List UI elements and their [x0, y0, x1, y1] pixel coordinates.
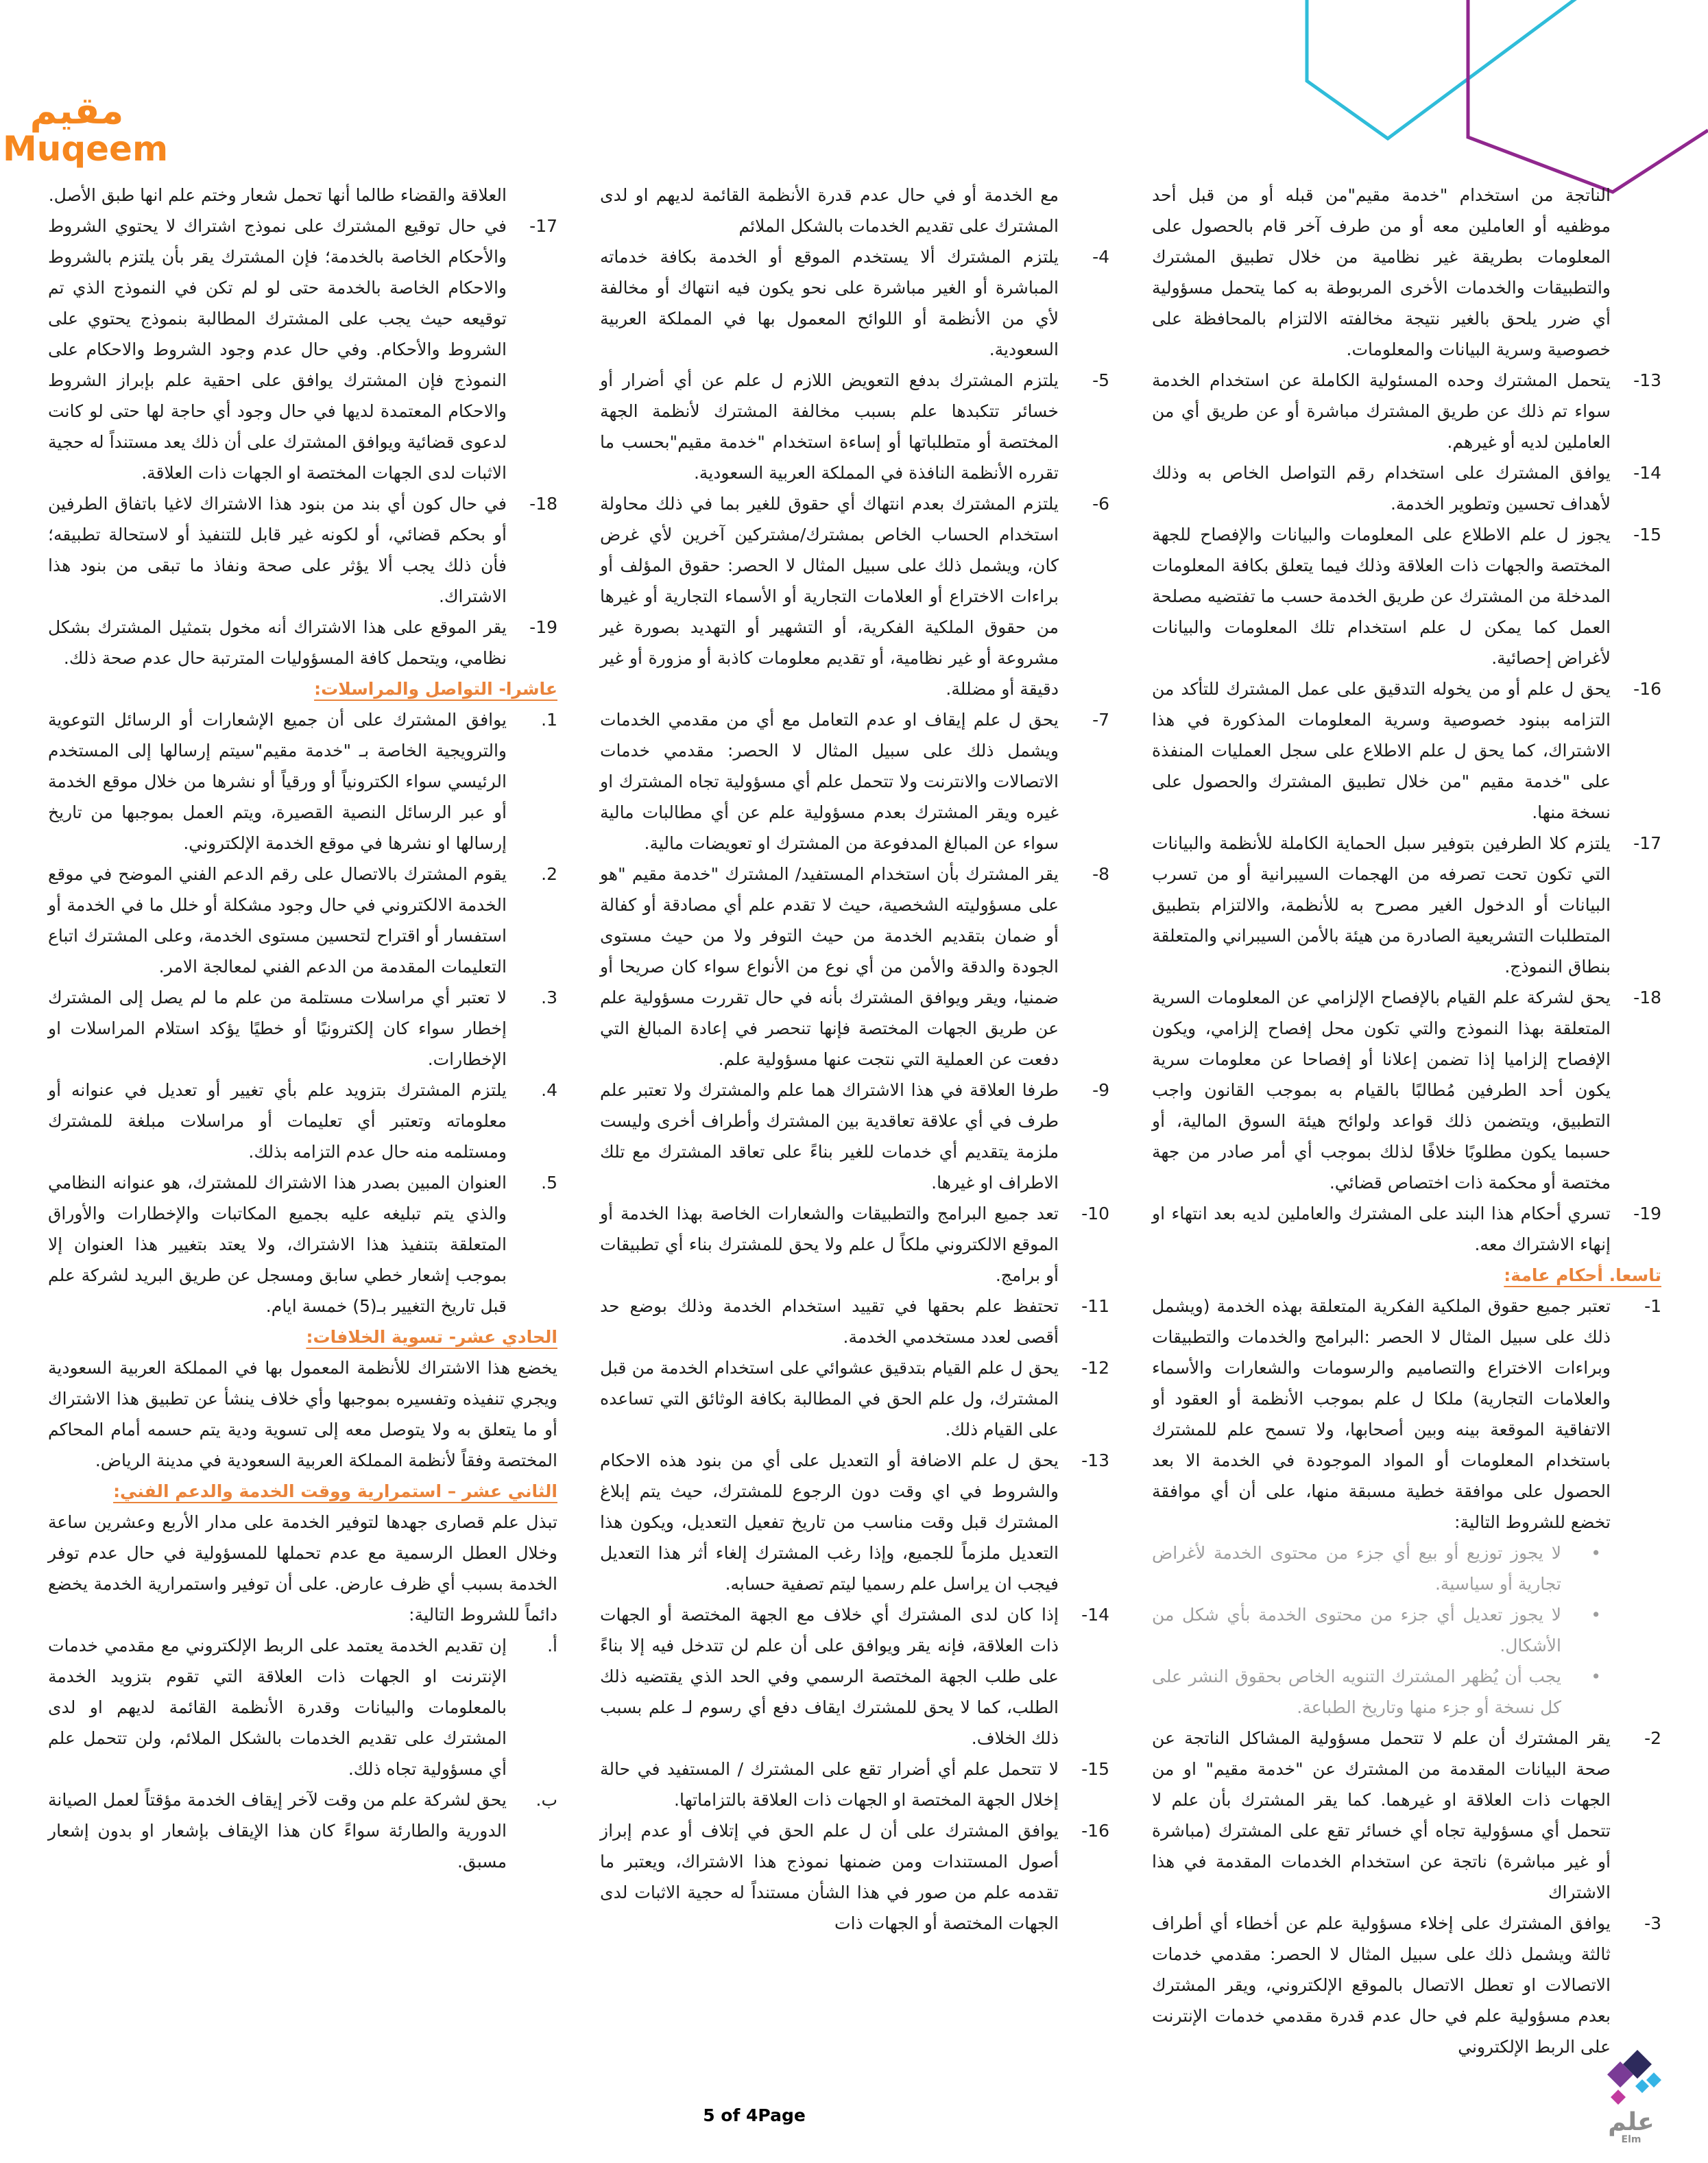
numbered-clause	[600, 1198, 1109, 1291]
clause-text: يلتزم المشترك بدفع التعويض اللازم ل علم عن أي أضرار أو خسائر تتكبدها علم بسبب مخالفة المشترك لأنظمة الجهة المختصة أو متطلباتها أو إساءة استخدام "خدمة مقيم"بحسب ما تقرره الأنظمة النافذة في المملكة العربية السعودية.	[600, 370, 1059, 483]
clause-marker: 14-	[1633, 463, 1661, 483]
clause-text: الثاني عشر – استمرارية ووقت الخدمة والدعم الفني:	[113, 1481, 557, 1501]
clause-text: عاشرا- التواصل والمراسلات:	[314, 679, 557, 699]
clause-text: إذا كان لدى المشترك أي خلاف مع الجهة المختصة أو الجهات ذات العلاقة، فإنه يقر ويوافق على أن علم لن تتدخل فيه إلا بناءً على طلب الجهة المختصة الرسمي وفي الحد الذي يقتضيه ذلك الطلب، كما لا يحق للمشترك ايقاف دفع أي رسوم لـ علم بسبب ذلك الخلاف.	[600, 1605, 1059, 1748]
clause-marker: 7-	[1092, 710, 1109, 730]
clause-marker: أ.	[547, 1636, 557, 1656]
clause-marker: 4.	[541, 1080, 557, 1100]
clause-marker: 6-	[1092, 494, 1109, 514]
paragraph	[1152, 180, 1661, 365]
clause-marker: 4-	[1092, 247, 1109, 267]
clause-marker: 1.	[541, 710, 557, 730]
numbered-clause	[1152, 982, 1661, 1198]
clause-text: إن تقديم الخدمة يعتمد على الربط الإلكتروني مع مقدمي خدمات الإنترنت او الجهات ذات العلاقة التي تقوم بتزويد الخدمة بالمعلومات والبيانات وقدرة الأنظمة القائمة لديهم او لدى المشترك على تقديم الخدمات بالشكل الملائم، ولن تتحمل علم أي مسؤولية تجاه ذلك.	[48, 1636, 507, 1779]
clause-text: يحق ل علم الاضافة أو التعديل على أي من بنود هذه الاحكام والشروط في اي وقت دون الرجوع للمشترك، حيث يتم إبلاغ المشترك قبل وقت مناسب من تاريخ تفعيل التعديل، ويكون هذا التعديل ملزماً للجميع، وإذا رغب المشترك إلغاء أثر هذا التعديل فيجب ان يراسل علم رسميا ليتم تصفية حسابه.	[600, 1450, 1059, 1594]
clause-text: تاسعا. أحكام عامة:	[1504, 1265, 1661, 1285]
clause-text: يقر المشترك أن علم لا تتحمل مسؤولية المشاكل الناتجة عن صحة البيانات المقدمة من المشترك عن "خدمة مقيم" او من الجهات ذات العلاقة او غيرهما. كما يقر المشترك بأن علم لا تتحمل أي مسؤولية تجاه أي خسائر تقع على المشترك (مباشرة أو غير مباشرة) ناتجة عن استخدام الخدمات المقدمة في هذا الاشتراك	[1152, 1728, 1611, 1902]
clause-text: لا يجوز توزيع أو بيع أي جزء من محتوى الخدمة لأغراض تجارية أو سياسية.	[1152, 1543, 1561, 1594]
numbered-clause	[1152, 673, 1661, 828]
clause-marker: ب.	[536, 1790, 557, 1810]
numbered-clause	[48, 612, 557, 673]
clause-text: تعد جميع البرامج والتطبيقات والشعارات الخاصة بهذا الخدمة أو الموقع الالكتروني ملكاً ل علم ولا يحق للمشترك بناء أي تطبيقات أو برامج.	[600, 1204, 1059, 1285]
numbered-clause	[48, 982, 557, 1075]
clause-text: تحتفظ علم بحقها في تقييد استخدام الخدمة وذلك بوضع حد أقصى لعدد مستخدمي الخدمة.	[600, 1296, 1059, 1347]
elm-logo-latin: Elm	[1621, 2134, 1641, 2145]
numbered-clause	[48, 1075, 557, 1167]
numbered-clause	[48, 488, 557, 612]
numbered-clause	[1152, 828, 1661, 982]
clause-marker: 14-	[1081, 1605, 1109, 1625]
clause-marker: 3.	[541, 988, 557, 1007]
clause-marker: 11-	[1081, 1296, 1109, 1316]
clause-text: يتحمل المشترك وحده المسئولية الكاملة عن استخدام الخدمة سواء تم ذلك عن طريق المشترك مباشرة أو عن طريق أي من العاملين لديه أو غيرهم.	[1152, 370, 1611, 452]
clause-text: مع الخدمة أو في حال عدم قدرة الأنظمة القائمة لديهم او لدى المشترك على تقديم الخدمات بالشكل الملائم	[600, 185, 1059, 236]
numbered-clause	[600, 1599, 1109, 1754]
numbered-clause	[600, 1352, 1109, 1445]
clause-text: الحادي عشر- تسوية الخلافات:	[306, 1327, 557, 1347]
section-heading	[1152, 1260, 1661, 1291]
clause-text: الناتجة من استخدام "خدمة مقيم"من قبله أو من قبل أحد موظفيه أو العاملين معه أو من طرف آخر قام بالحصول على المعلومات بطريقة غير نظامية من خلال تطبيق المشترك والتطبيقات والخدمات الأخرى المربوطة به كما يتحمل مسؤولية أي ضرر يلحق بالغير نتيجة مخالفته الالتزام بالمحافظة على خصوصية وسرية البيانات والمعلومات.	[1152, 185, 1611, 359]
bullet-item	[1152, 1538, 1661, 1599]
column-1	[1152, 180, 1661, 2062]
clause-text: يحق ل علم القيام بتدقيق عشوائي على استخدام الخدمة من قبل المشترك، ول علم الحق في المطالبة بكافة الوثائق التي تساعده على القيام ذلك.	[600, 1358, 1059, 1439]
clause-text: يخضع هذا الاشتراك للأنظمة المعمول بها في المملكة العربية السعودية ويجري تنفيذه وتفسيره بموجبها وأي خلاف ينشأ عن تطبيق هذا الاشتراك أو ما يتعلق به ولا يتوصل معه إلى تسوية ودية يتم حسمه أمام المحاكم المختصة وفقاً لأنظمة المملكة العربية السعودية في مدينة الرياض.	[48, 1358, 557, 1470]
column-3	[48, 180, 557, 1877]
clause-text: تبذل علم قصارى جهدها لتوفير الخدمة على مدار الأربع وعشرين ساعة وخلال العطل الرسمية مع عدم تحملها للمسؤولية في حال عدم توفر الخدمة بسبب أي ظرف عارض. على أن توفير واستمرارية الخدمة يخضع دائماً للشروط التالية:	[48, 1512, 557, 1625]
clause-marker: 19-	[529, 617, 557, 637]
clause-text: طرفا العلاقة في هذا الاشتراك هما علم والمشترك ولا تعتبر علم طرف في أي علاقة تعاقدية بين المشترك وأطراف أخرى وليست ملزمة يتقديم أي خدمات للغير بناءً على تعاقد المشترك مع تلك الاطراف او غيرها.	[600, 1080, 1059, 1193]
section-heading	[48, 673, 557, 704]
clause-marker: 13-	[1633, 370, 1661, 390]
hexagon-cyan-outline	[1307, 0, 1602, 139]
numbered-clause	[48, 211, 557, 488]
numbered-clause	[48, 859, 557, 982]
bullet-item	[1152, 1599, 1661, 1661]
clause-text: تسري أحكام هذا البند على المشترك والعاملين لديه بعد انتهاء او إنهاء الاشتراك معه.	[1152, 1204, 1611, 1254]
clause-text: العنوان المبين بصدر هذا الاشتراك للمشترك، هو عنوانه النظامي والذي يتم تبليغه عليه بجميع المكاتبات والإخطارات والأوراق المتعلقة بتنفيذ هذا الاشتراك، ولا يعتد بتغيير هذا العنوان إلا بموجب إشعار خطي سابق ومسجل عن طريق البريد لشركة علم قبل تاريخ التغيير بـ(5) خمسة ايام.	[48, 1173, 507, 1316]
clause-text: يحق ل علم إيقاف او عدم التعامل مع أي من مقدمي الخدمات ويشمل ذلك على سبيل المثال لا الحصر: مقدمي خدمات الاتصالات والانترنت ولا تتحمل علم أي مسؤولية تجاه المشترك او غيره ويقر المشترك بعدم مسؤولية علم عن أي مطالبات مالية سواء عن المبالغ المدفوعة من المشترك او تعويضات مالية.	[600, 710, 1059, 853]
section-heading	[48, 1476, 557, 1507]
clause-text: يقر الموقع على هذا الاشتراك أنه مخول بتمثيل المشترك بشكل نظامي، ويتحمل كافة المسؤوليات المترتبة حال عدم صحة ذلك.	[48, 617, 507, 668]
numbered-clause	[48, 1167, 557, 1322]
section-heading	[48, 1322, 557, 1352]
clause-text: في حال كون أي بند من بنود هذا الاشتراك لاغيا باتفاق الطرفين أو بحكم قضائي، أو لكونه غير قابل للتنفيذ أو لاستحالة تطبيقه؛ فأن ذلك يجب ألا يؤثر على صحة ونفاذ ما تبقى من بنود هذا الاشتراك.	[48, 494, 507, 606]
clause-text: لا يجوز تعديل أي جزء من محتوى الخدمة بأي شكل من الأشكال.	[1152, 1605, 1561, 1656]
clause-text: لا تتحمل علم أي أضرار تقع على المشترك / المستفيد في حالة إخلال الجهة المختصة او الجهات ذات العلاقة بالتزاماتها.	[600, 1759, 1059, 1810]
clause-text: يجوز ل علم الاطلاع على المعلومات والبيانات والإفصاح للجهة المختصة والجهات ذات العلاقة وذلك فيما يتعلق بكافة المعلومات المدخلة من المشترك عن طريق الخدمة حسب ما تفتضيه مصلحة العمل كما يمكن ل علم استخدام تلك المعلومات والبيانات لأغراض إحصائية.	[1152, 525, 1611, 668]
clause-marker: 12-	[1081, 1358, 1109, 1378]
numbered-clause	[600, 241, 1109, 365]
numbered-clause	[48, 704, 557, 859]
numbered-clause	[1152, 365, 1661, 457]
bullet-item	[1152, 1661, 1661, 1723]
numbered-clause	[600, 1075, 1109, 1198]
clause-text: يقر المشترك بأن استخدام المستفيد/ المشترك "خدمة مقيم "هو على مسؤوليته الشخصية، حيث لا تقدم علم أي مصادقة أو كفالة أو ضمان بتقديم الخدمة من حيث التوفر ولا من حيث مستوى الجودة والدقة والأمن من أي نوع من الأنواع سواء كان صريحا أو ضمنيا، ويقر ويوافق المشترك بأنه في حال تقررت مسؤولية علم عن طريق الجهات المختصة فإنها تنحصر في إعادة المبالغ التي دفعت عن العملية التي نتجت عنها مسؤولية علم.	[600, 864, 1059, 1069]
clause-marker: 9-	[1092, 1080, 1109, 1100]
muqeem-logo-arabic: مقيم	[29, 89, 124, 132]
clause-text: يلتزم المشترك بعدم انتهاك أي حقوق للغير بما في ذلك محاولة استخدام الحساب الخاص بمشترك/مشتركين آخرين لأي غرض كان، ويشمل ذلك على سبيل المثال لا الحصر: حقوق المؤلف أو براءات الاختراع أو العلامات التجارية أو الأسماء التجارية أو غيرها من حقوق الملكية الفكرية، أو التشهير أو التهديد بصورة غير مشروعة أو غير نظامية، أو تقديم معلومات كاذبة أو مزورة أو غير دقيقة أو مضللة.	[600, 494, 1059, 699]
paragraph	[600, 180, 1109, 241]
clause-marker: 1-	[1644, 1296, 1661, 1316]
clause-marker: 19-	[1633, 1204, 1661, 1223]
clause-text: تعتبر جميع حقوق الملكية الفكرية المتعلقة بهذه الخدمة (ويشمل ذلك على سبيل المثال لا الحصر :البرامج والخدمات والتطبيقات وبراءات الاختراع والتصاميم والرسومات والشعارات والأسماء والعلامات التجارية) ملكا ل علم بموجب الأنظمة أو العقود أو الاتفاقية الموقعة بينه وبين أصحابها، ولا تسمح علم للمشترك باستخدام المعلومات أو المواد الموجودة في الخدمة الا بعد الحصول على موافقة خطية مسبقة منها، على أن أي موافقة تخضع للشروط التالية:	[1152, 1296, 1611, 1532]
numbered-clause	[600, 704, 1109, 859]
document-columns	[47, 180, 1661, 2115]
clause-marker: 3-	[1644, 1913, 1661, 1933]
clause-text: لا تعتبر أي مراسلات مستلمة من علم ما لم يصل إلى المشترك إخطار سواء كان إلكترونيًا أو خطيًا يؤكد استلام المراسلات او الإخطارات.	[48, 988, 507, 1069]
clause-marker: 17-	[1633, 833, 1661, 853]
numbered-clause	[600, 1754, 1109, 1815]
clause-text: العلاقة والقضاء طالما أنها تحمل شعار وختم علم انها طبق الأصل.	[48, 185, 507, 205]
clause-text: يوافق المشترك على استخدام رقم التواصل الخاص به وذلك لأهداف تحسين وتطوير الخدمة.	[1152, 463, 1611, 514]
numbered-clause	[1152, 457, 1661, 519]
bullet-marker: •	[1591, 1543, 1601, 1563]
numbered-clause	[1152, 1723, 1661, 1908]
lettered-clause	[48, 1784, 557, 1877]
clause-text: يقوم المشترك بالاتصال على رقم الدعم الفني الموضح في موقع الخدمة الالكتروني في حال وجود مشكلة أو خلل ما في الخدمة أو استفسار أو اقتراح لتحسين مستوى الخدمة، وعلى المشترك اتباع التعليمات المقدمة من الدعم الفني لمعالجة الامر.	[48, 864, 507, 977]
lettered-clause	[48, 1630, 557, 1784]
clause-text: يلتزم المشترك ألا يستخدم الموقع أو الخدمة بكافة خدماته المباشرة أو الغير مباشرة على نحو يكون فيه انتهاك أو مخالفة لأي من الأنظمة أو اللوائح المعمول بها في المملكة العربية السعودية.	[600, 247, 1059, 359]
page-number: 5 of 4Page	[703, 2105, 806, 2125]
numbered-clause	[1152, 519, 1661, 673]
clause-marker: 5-	[1092, 370, 1109, 390]
clause-text: يوافق المشترك على أن جميع الإشعارات أو الرسائل التوعوية والترويجية الخاصة بـ "خدمة مقيم"سيتم إرسالها إلى المستخدم الرئيسي سواء الكترونياً أو ورقياً أو نشرها من خلال موقع الخدمة أو عبر الرسائل النصية القصيرة، ويتم العمل بموجبها من تاريخ إرسالها او نشرها في موقع الخدمة الإلكتروني.	[48, 710, 507, 853]
numbered-clause	[600, 1291, 1109, 1352]
elm-logo-arabic: علم	[1608, 2107, 1655, 2136]
elm-logo	[1590, 2050, 1672, 2145]
numbered-clause	[600, 365, 1109, 488]
numbered-clause	[600, 1445, 1109, 1599]
clause-marker: 18-	[529, 494, 557, 514]
paragraph	[48, 1507, 557, 1630]
paragraph	[48, 180, 557, 211]
numbered-clause	[600, 488, 1109, 704]
elm-logo-mark-icon	[1600, 2050, 1663, 2106]
numbered-clause	[1152, 1908, 1661, 2062]
bullet-marker: •	[1591, 1605, 1601, 1625]
hexagon-purple-outline	[1468, 0, 1708, 192]
clause-marker: 8-	[1092, 864, 1109, 884]
clause-marker: 10-	[1081, 1204, 1109, 1223]
muqeem-logo	[3, 89, 169, 169]
numbered-clause	[1152, 1198, 1661, 1260]
clause-text: يحق لشركة علم القيام بالإفصاح الإلزامي عن المعلومات السرية المتعلقة بهذا النموذج والتي تكون محل إفصاح إلزامي، ويكون الإفصاح إلزاميا إذا تضمن إعلانا أو إفصاحا عن معلومات سرية يكون أحد الطرفين مُطالبًا بالقيام به بموجب القانون واجب التطبيق، ويتضمن ذلك قواعد ولوائح هيئة السوق المالية، أو حسبما يكون مطلوبًا خلافًا لذلك بموجب أي أمر صادر من جهة مختصة أو محكمة ذات اختصاص قضائي.	[1152, 988, 1611, 1193]
clause-text: يوافق المشترك على أن ل علم الحق في إتلاف أو عدم إبراز أصول المستندات ومن ضمنها نموذج هذا الاشتراك، ويعتبر ما تقدمه علم من صور في هذا الشأن مستنداً له حجية الاثبات لدى الجهات المختصة أو الجهات ذات	[600, 1821, 1059, 1933]
clause-text: يلتزم كلا الطرفين بتوفير سبل الحماية الكاملة للأنظمة والبيانات التي تكون تحت تصرفه من الهجمات السيبرانية أو من تسرب البيانات أو الدخول الغير مصرح به للأنظمة، والالتزام بتطبيق المتطلبات التشريعية الصادرة من هيئة بالأمن السيبراني والمتعلقة بنطاق النموذج.	[1152, 833, 1611, 977]
clause-marker: 2-	[1644, 1728, 1661, 1748]
clause-text: في حال توقيع المشترك على نموذج اشتراك لا يحتوي الشروط والأحكام الخاصة بالخدمة؛ فإن المشترك يقر بأن يلتزم بالشروط والاحكام الخاصة بالخدمة حتى لو لم تكن في النموذج الذي تم توقيعه حيث يجب على المشترك المطالبة بنموذج يحتوي على الشروط والأحكام. وفي حال عدم وجود الشروط والاحكام على النموذج فإن المشترك يوافق على احقية علم بإبراز الشروط والاحكام المعتمدة لديها في حال وجود أي حاجة لها حتى لو كانت لدعوى قضائية ويوافق المشترك على أن ذلك يعد مستنداً له حجية الاثبات لدى الجهات المختصة او الجهات ذات العلاقة.	[48, 216, 507, 483]
clause-text: يوافق المشترك على إخلاء مسؤولية علم عن أخطاء أي أطراف ثالثة ويشمل ذلك على سبيل المثال لا الحصر: مقدمي خدمات الاتصالات او تعطل الاتصال بالموقع الإلكتروني، ويقر المشترك بعدم مسؤولية علم في حال عدم قدرة مقدمي خدمات الإنترنت على الربط الإلكتروني	[1152, 1913, 1611, 2057]
muqeem-logo-latin: Muqeem	[3, 128, 169, 169]
bullet-marker: •	[1591, 1666, 1601, 1686]
clause-marker: 18-	[1633, 988, 1661, 1007]
numbered-clause	[600, 859, 1109, 1075]
clause-text: يجب أن يُظهر المشترك التنويه الخاص بحقوق النشر على كل نسخة أو جزء منها وتاريخ الطباعة.	[1152, 1666, 1561, 1717]
column-2	[600, 180, 1109, 1939]
clause-text: يلتزم المشترك بتزويد علم بأي تغيير أو تعديل في عنوانه أو معلوماته وتعتبر أي تعليمات أو مراسلات مبلغة للمشترك ومستلمه منه حال عدم التزامه بذلك.	[48, 1080, 507, 1162]
clause-marker: 17-	[529, 216, 557, 236]
clause-text: يحق لشركة علم من وقت لآخر إيقاف الخدمة مؤقتاً لعمل الصيانة الدورية والطارئة سواءً كان هذا الإيقاف بإشعار او بدون إشعار مسبق.	[48, 1790, 507, 1872]
numbered-clause	[1152, 1291, 1661, 1538]
paragraph	[48, 1352, 557, 1476]
clause-marker: 5.	[541, 1173, 557, 1193]
clause-marker: 13-	[1081, 1450, 1109, 1470]
clause-marker: 2.	[541, 864, 557, 884]
clause-marker: 15-	[1633, 525, 1661, 545]
clause-text: يحق ل علم أو من يخوله التدقيق على عمل المشترك للتأكد من التزامه ببنود خصوصية وسرية المعلومات المذكورة في هذا الاشتراك، كما يحق ل علم الاطلاع على سجل العمليات المنفذة على "خدمة مقيم "من خلال تطبيق المشترك والحصول على نسخة منها.	[1152, 679, 1611, 822]
clause-marker: 15-	[1081, 1759, 1109, 1779]
clause-marker: 16-	[1081, 1821, 1109, 1841]
numbered-clause	[600, 1815, 1109, 1939]
clause-marker: 16-	[1633, 679, 1661, 699]
